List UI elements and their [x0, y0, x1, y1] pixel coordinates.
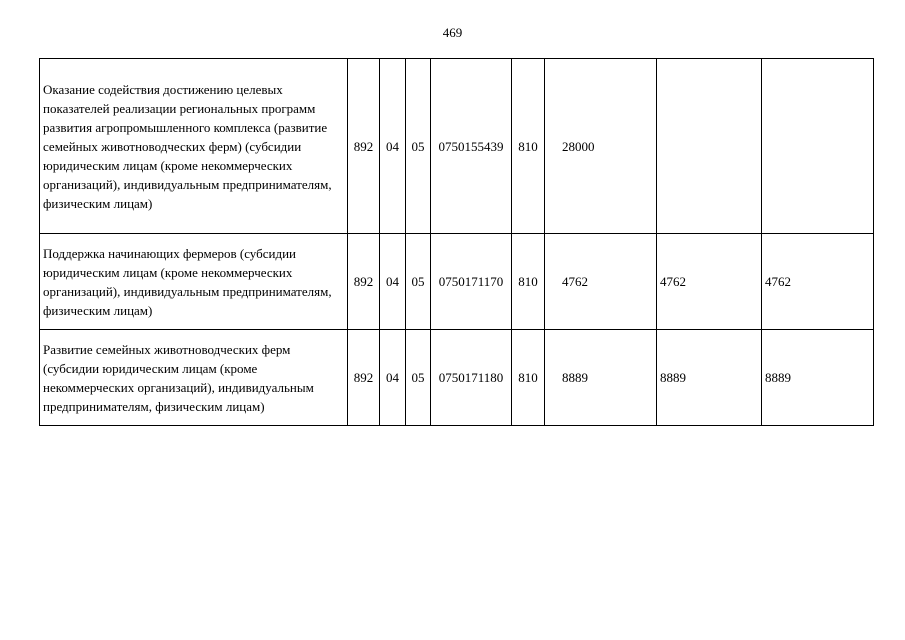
subsection-code-cell: 05 — [406, 59, 431, 234]
budget-table — [39, 58, 874, 426]
target-article-cell: 0750171180 — [431, 330, 512, 426]
row-name-cell: Оказание содействия достижению целевых показателей реализации региональных программ развития агропромышленного комплекса (развитие семейных животноводческих ферм) (субсидии юридическим лицам (кроме некоммерческих организаций), индивидуальным предпринимателям, физическим лицам) — [40, 59, 348, 234]
table-row — [40, 234, 874, 330]
amount-3-cell: 8889 — [762, 330, 874, 426]
table-row — [40, 59, 874, 234]
section-code-cell: 04 — [380, 330, 406, 426]
amount-2-cell — [657, 59, 762, 234]
table-row — [40, 330, 874, 426]
amount-3-cell — [762, 59, 874, 234]
section-code-cell: 04 — [380, 59, 406, 234]
row-name-cell: Поддержка начинающих фермеров (субсидии юридическим лицам (кроме некоммерческих организаций), индивидуальным предпринимателям, физическим лицам) — [40, 234, 348, 330]
amount-2-cell: 8889 — [657, 330, 762, 426]
amount-3-cell: 4762 — [762, 234, 874, 330]
expense-type-cell: 810 — [512, 59, 545, 234]
expense-type-cell: 810 — [512, 330, 545, 426]
ministry-code-cell: 892 — [348, 59, 380, 234]
section-code-cell: 04 — [380, 234, 406, 330]
amount-1-cell: 8889 — [545, 330, 657, 426]
row-name-cell: Развитие семейных животноводческих ферм (субсидии юридическим лицам (кроме некоммерческих организаций), индивидуальным предпринимателям, физическим лицам) — [40, 330, 348, 426]
subsection-code-cell: 05 — [406, 234, 431, 330]
amount-1-cell: 28000 — [545, 59, 657, 234]
target-article-cell: 0750171170 — [431, 234, 512, 330]
ministry-code-cell: 892 — [348, 330, 380, 426]
amount-1-cell: 4762 — [545, 234, 657, 330]
page-number: 469 — [442, 25, 463, 40]
amount-2-cell: 4762 — [657, 234, 762, 330]
expense-type-cell: 810 — [512, 234, 545, 330]
target-article-cell: 0750155439 — [431, 59, 512, 234]
subsection-code-cell: 05 — [406, 330, 431, 426]
ministry-code-cell: 892 — [348, 234, 380, 330]
